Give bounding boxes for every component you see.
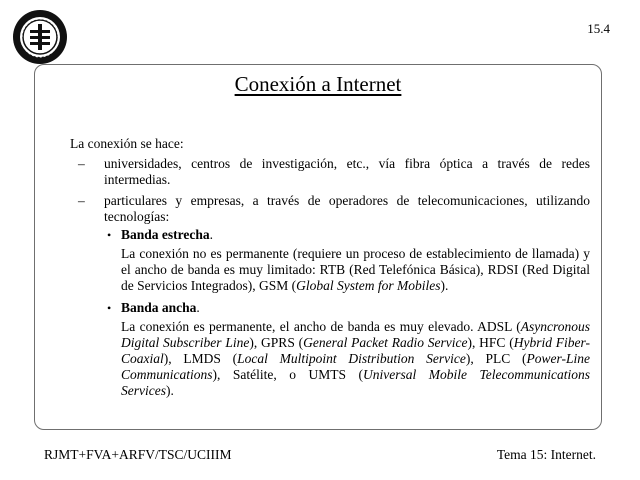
expansion-italic: Local Multipoint Distribution Service [237,351,466,366]
technology-broadband [104,300,590,399]
technology-term: Banda ancha [121,300,197,315]
list-item-universities [70,156,590,188]
description-text: ). [440,278,449,293]
slide-frame [34,64,602,430]
technology-term: Banda estrecha [121,227,210,242]
expansion-italic: Universal Mobile Telecommunications Services [121,367,590,398]
expansion-italic: Asyncronous Digital Subscriber Line [121,319,590,350]
expansion-italic: Power-Line Communications [121,351,591,382]
bullet-marker: • [107,228,112,242]
description-text: ), PLC ( [465,351,527,366]
description-text: ), GPRS ( [249,335,304,350]
footer-topic: Tema 15: Internet. [496,447,596,462]
technology-narrowband [104,227,590,294]
technology-list [104,227,590,399]
slide-content [70,136,590,405]
technology-description [121,319,590,399]
list-item-text: particulares y empresas, a través de operadores de telecomunicaciones, utilizando tecnologías: [104,193,590,224]
university-seal-icon [12,9,68,65]
description-text: La conexión no es permanente (requiere un proceso de establecimiento de llamada) y el ancho de banda es muy limitado: RTB (Red Telefónica Básica), RDSI (Red Digital de Servicios Integrados), GSM ( [121,246,590,293]
expansion-italic: Global System for Mobiles [296,278,441,293]
description-text: ). [165,383,174,398]
description-text: ), LMDS ( [163,351,238,366]
term-period: . [209,227,214,242]
list-item-companies [70,193,590,399]
bullet-marker: • [107,301,112,315]
dash-marker: – [78,156,85,171]
description-text: ), Satélite, o UMTS ( [212,367,364,382]
list-item-text: universidades, centros de investigación, etc., vía fibra óptica a través de redes intermedias. [104,156,590,187]
expansion-italic: General Packet Radio Service [303,335,468,350]
slide-title: Conexión a Internet [234,72,402,96]
term-period: . [196,300,200,315]
technology-description [121,246,590,294]
footer-authors: RJMT+FVA+ARFV/TSC/UCIIIM [44,447,232,462]
dash-list [70,156,590,399]
description-text: La conexión es permanente, el ancho de banda es muy elevado. ADSL ( [121,319,521,334]
description-text: ), HFC ( [467,335,514,350]
intro-text: La conexión se hace: [70,136,184,151]
page-number: 15.4 [587,21,610,36]
dash-marker: – [78,193,85,208]
expansion-italic: Hybrid Fiber-Coaxial [121,335,591,366]
